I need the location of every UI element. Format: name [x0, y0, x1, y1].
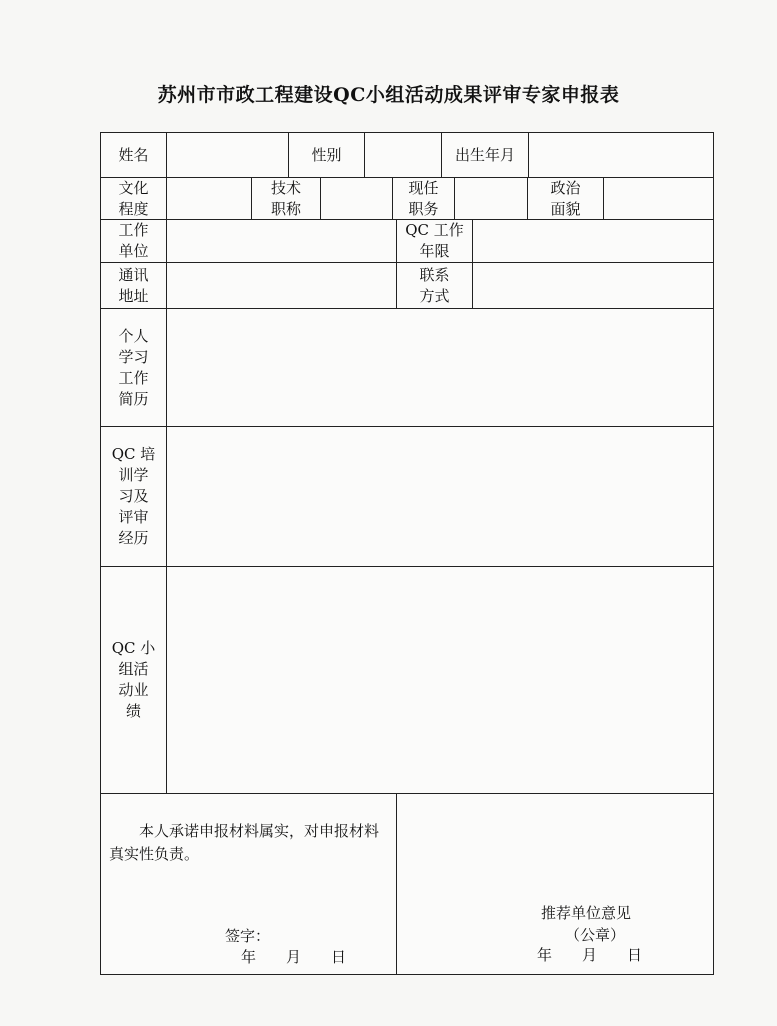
political-value	[604, 178, 713, 219]
education-field[interactable]	[166, 177, 252, 220]
tech-title-label-cell	[251, 177, 321, 220]
gender-label: 性别	[311, 145, 342, 164]
qc-years-field[interactable]	[472, 219, 714, 263]
tech-title-field[interactable]	[320, 177, 393, 220]
tech-title-value	[321, 178, 392, 219]
recommendation-date: 年 月 日	[537, 946, 643, 964]
resume-label-cell	[100, 308, 167, 427]
tech-title-label: 技术 职称	[270, 178, 301, 218]
training-label: QC 培 训学 习及 评审 经历	[111, 445, 156, 547]
work-unit-label: 工作 单位	[118, 221, 149, 260]
achievement-label-cell	[100, 566, 167, 794]
achievement-label: QC 小 组活 动业 绩	[111, 639, 156, 720]
birth-value	[529, 133, 713, 177]
position-value	[455, 178, 527, 219]
qc-years-value	[473, 220, 713, 262]
work-unit-label-cell	[100, 219, 167, 263]
training-field[interactable]	[166, 426, 714, 567]
qc-years-label: QC 工作 年限	[405, 221, 464, 260]
recommendation-opinion-label: 推荐单位意见	[541, 904, 632, 922]
name-label-cell	[100, 132, 167, 178]
work-unit-field[interactable]	[166, 219, 397, 263]
position-label: 现任 职务	[408, 178, 439, 218]
name-value	[167, 133, 288, 177]
birth-label: 出生年月	[454, 145, 515, 164]
commitment-date: 年 月 日	[241, 948, 347, 966]
gender-field[interactable]	[364, 132, 442, 178]
address-label: 通讯 地址	[118, 265, 149, 305]
education-label: 文化 程度	[118, 178, 149, 218]
gender-value	[365, 133, 441, 177]
birth-label-cell	[441, 132, 529, 178]
recommendation-section	[396, 793, 714, 975]
name-field[interactable]	[166, 132, 289, 178]
resume-label: 个人 学习 工作 简历	[118, 326, 149, 408]
address-label-cell	[100, 262, 167, 309]
work-unit-value	[167, 220, 396, 262]
resume-field[interactable]	[166, 308, 714, 427]
achievement-field[interactable]	[166, 566, 714, 794]
contact-value	[473, 263, 713, 308]
commitment-section	[100, 793, 397, 975]
seal-label: （公章）	[565, 926, 626, 944]
training-label-cell	[100, 426, 167, 567]
gender-label-cell	[288, 132, 365, 178]
political-label: 政治 面貌	[550, 178, 581, 218]
signature-label[interactable]: 签字：	[225, 927, 271, 945]
position-label-cell	[392, 177, 455, 220]
education-label-cell	[100, 177, 167, 220]
education-value	[167, 178, 251, 219]
birth-field[interactable]	[528, 132, 714, 178]
contact-label-cell	[396, 262, 473, 309]
contact-field[interactable]	[472, 262, 714, 309]
qc-years-label-cell	[396, 219, 473, 263]
contact-label: 联系 方式	[419, 265, 450, 305]
political-field[interactable]	[603, 177, 714, 220]
position-field[interactable]	[454, 177, 528, 220]
commitment-statement: 本人承诺申报材料属实，对申报材料真实性负责。	[109, 822, 380, 863]
page-title: 苏州市市政工程建设QC小组活动成果评审专家申报表	[157, 84, 620, 106]
political-label-cell	[527, 177, 604, 220]
address-value	[167, 263, 396, 308]
address-field[interactable]	[166, 262, 397, 309]
name-label: 姓名	[118, 145, 149, 164]
